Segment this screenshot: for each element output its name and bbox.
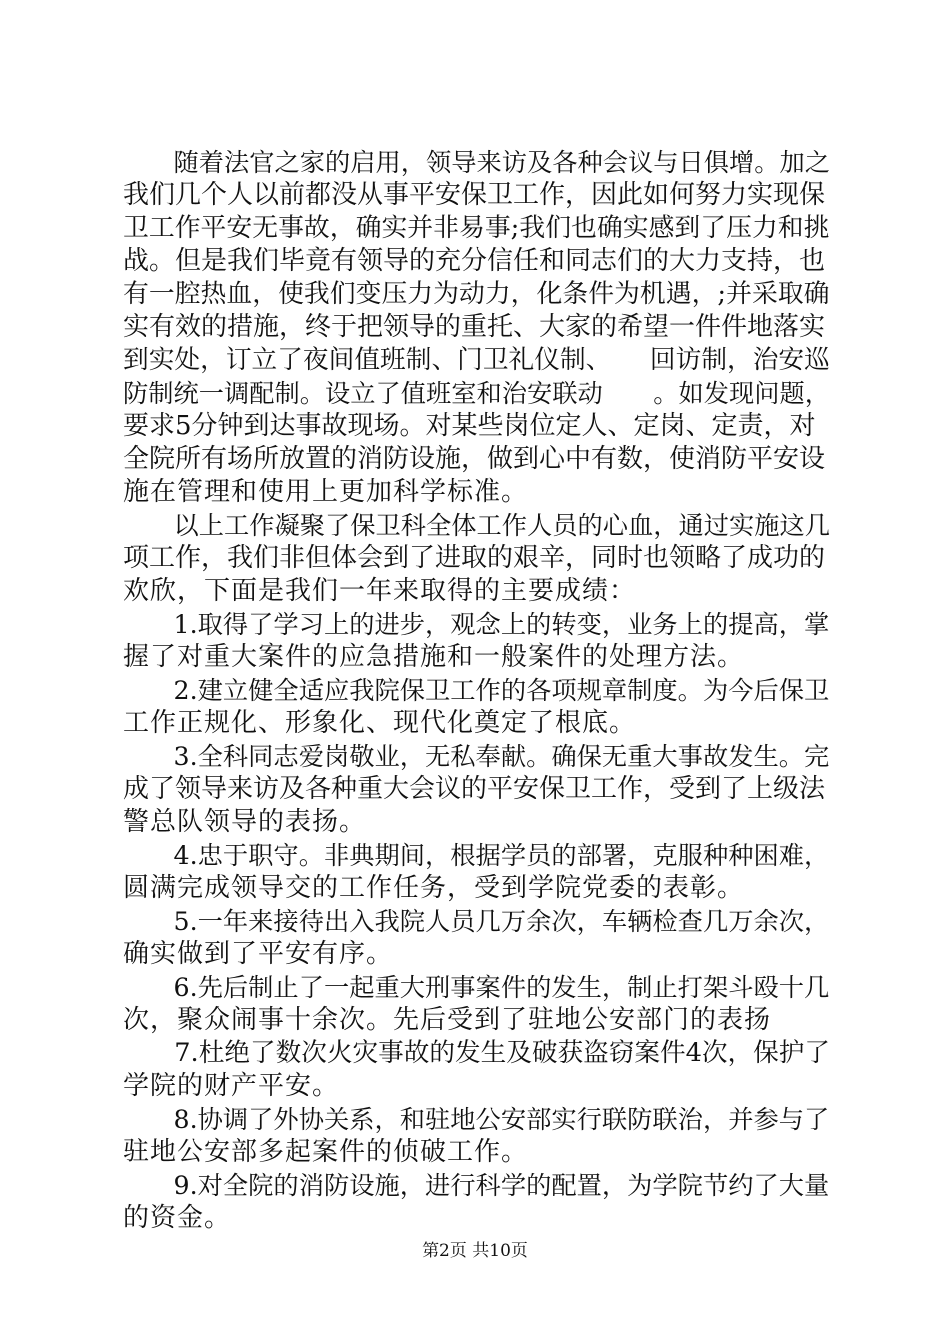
text-line: 实有效的措施，终于把领导的重托、大家的希望一件件地落实 xyxy=(123,312,826,342)
text-line: 随着法官之家的启用，领导来访及各种会议与日俱增。加之 xyxy=(123,148,830,177)
text-line: 学院的财产平安。 xyxy=(123,1071,340,1101)
text-line: 成了领导来访及各种重大会议的平安保卫工作，受到了上级法 xyxy=(123,774,826,804)
text-line: 3.全科同志爱岗敬业，无私奉献。确保无重大事故发生。完 xyxy=(123,742,830,771)
text-line: 我们几个人以前都没从事平安保卫工作，因此如何努力实现保 xyxy=(123,180,826,210)
text-line: 的资金。 xyxy=(123,1203,232,1233)
text-line: 施在管理和使用上更加科学标准。 xyxy=(123,477,529,507)
text-line: 5.一年来接待出入我院人员几万余次，车辆检查几万余次， xyxy=(123,907,830,936)
text-line: 7.杜绝了数次火灾事故的发生及破获盗窃案件4次，保护了 xyxy=(123,1038,831,1068)
text-line: 2.建立健全适应我院保卫工作的各项规章制度。为今后保卫 xyxy=(123,676,830,705)
text-line: 6.先后制止了一起重大刑事案件的发生，制止打架斗殴十几 xyxy=(123,973,830,1002)
page-footer: 第2页 共10页 xyxy=(422,1241,528,1261)
text-line: 8.协调了外协关系，和驻地公安部实行联防联治，并参与了 xyxy=(123,1105,830,1134)
text-line: 次，聚众闹事十余次。先后受到了驻地公安部门的表扬 xyxy=(123,1005,772,1035)
text-line: 战。但是我们毕竟有领导的充分信任和同志们的大力支持，也 xyxy=(123,246,826,276)
text-line: 4.忠于职守。非典期间，根据学员的部署，克服种种困难， xyxy=(123,841,830,870)
text-line: 卫工作平安无事故，确实并非易事;我们也确实感到了压力和挑 xyxy=(123,213,830,243)
text-line: 确实做到了平安有序。 xyxy=(123,939,394,969)
text-line: 圆满完成领导交的工作任务，受到学院党委的表彰。 xyxy=(123,873,745,903)
document-body xyxy=(123,146,830,1235)
text-line: 握了对重大案件的应急措施和一般案件的处理方法。 xyxy=(123,642,745,672)
text-line: 9.对全院的消防设施，进行科学的配置，为学院节约了大量 xyxy=(123,1171,830,1200)
text-line: 1.取得了学习上的进步，观念上的转变，业务上的提高，掌 xyxy=(123,610,830,639)
text-line: 防制统一调配制。设立了值班室和治安联动 。如发现问题， xyxy=(123,379,830,408)
text-line: 全院所有场所放置的消防设施，做到心中有数，使消防平安设 xyxy=(123,444,826,474)
text-line: 欢欣，下面是我们一年来取得的主要成绩： xyxy=(123,576,637,606)
text-line: 驻地公安部多起案件的侦破工作。 xyxy=(123,1137,529,1167)
text-line: 工作正规化、形象化、现代化奠定了根底。 xyxy=(123,708,637,738)
text-line: 到实处，订立了夜间值班制、门卫礼仪制、 回访制，治安巡 xyxy=(123,345,830,375)
text-line: 有一腔热血，使我们变压力为动力，化条件为机遇，;并采取确 xyxy=(123,279,830,309)
text-line: 项工作，我们非但体会到了进取的艰辛，同时也领略了成功的 xyxy=(123,543,826,573)
text-line: 警总队领导的表扬。 xyxy=(123,807,367,837)
text-line: 要求5分钟到达事故现场。对某些岗位定人、定岗、定责，对 xyxy=(123,411,816,441)
text-line: 以上工作凝聚了保卫科全体工作人员的心血，通过实施这几 xyxy=(123,511,830,540)
